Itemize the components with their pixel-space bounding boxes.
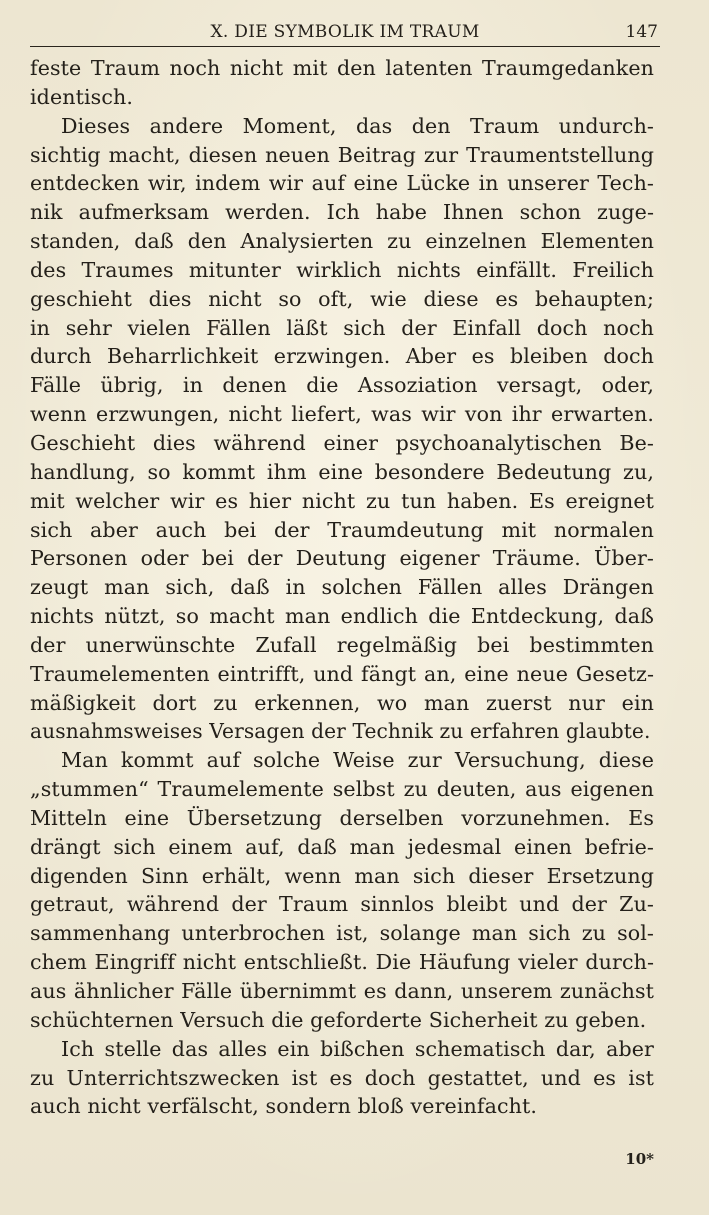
text-line: handlung, so kommt ihm eine besondere Bedeutung zu, <box>30 459 654 484</box>
text-line: Geschieht dies während einer psychoanalytischen Be- <box>30 430 654 455</box>
text-line: Man kommt auf solche Weise zur Versuchung, diese <box>61 748 654 773</box>
text-line: schüchternen Versuch die geforderte Sicherheit zu geben. <box>30 1007 647 1032</box>
body-text <box>30 54 654 1121</box>
text-line: sammenhang unterbrochen ist, solange man sich zu sol- <box>30 921 654 946</box>
text-line: aus ähnlicher Fälle übernimmt es dann, unserem zunächst <box>30 979 654 1003</box>
text-line: entdecken wir, indem wir auf eine Lücke in unserer Tech- <box>30 171 654 196</box>
text-line: chem Eingriff nicht entschließt. Die Häufung vieler durch- <box>30 950 654 975</box>
text-line: in sehr vielen Fällen läßt sich der Einfall doch noch <box>30 315 654 340</box>
text-line: Dieses andere Moment, das den Traum undurch- <box>61 113 654 138</box>
running-title: X. DIE SYMBOLIK IM TRAUM <box>210 22 480 42</box>
running-head <box>30 20 660 46</box>
text-line: drängt sich einem auf, daß man jedesmal einen befrie- <box>30 834 654 859</box>
text-line: zu Unterrichtszwecken ist es doch gestattet, und es ist <box>30 1065 654 1090</box>
text-line: zeugt man sich, daß in solchen Fällen alles Drängen <box>30 575 654 600</box>
text-line: mit welcher wir es hier nicht zu tun haben. Es ereignet <box>30 488 654 513</box>
text-line: identisch. <box>30 84 133 109</box>
text-line: sichtig macht, diesen neuen Beitrag zur Traumentstellung <box>30 142 654 167</box>
text-line: Personen oder bei der Deutung eigener Träume. Über- <box>30 546 654 571</box>
header-rule <box>30 46 660 47</box>
text-line: mäßigkeit dort zu erkennen, wo man zuerst nur ein <box>30 690 654 715</box>
page-number: 147 <box>625 22 658 42</box>
text-line: digenden Sinn erhält, wenn man sich dieser Ersetzung <box>30 863 654 888</box>
text-line: wenn erzwungen, nicht liefert, was wir von ihr erwarten. <box>30 402 654 427</box>
text-line: Fälle übrig, in denen die Assoziation versagt, oder, <box>30 373 654 398</box>
text-line: geschieht dies nicht so oft, wie diese es behaupten; <box>30 286 654 311</box>
text-line: der unerwünschte Zufall regelmäßig bei bestimmten <box>30 632 654 657</box>
text-line: sich aber auch bei der Traumdeutung mit normalen <box>30 517 654 542</box>
text-line: standen, daß den Analysierten zu einzelnen Elementen <box>30 229 654 254</box>
text-line: ausnahmsweises Versagen der Technik zu erfahren glaubte. <box>30 719 651 744</box>
signature-mark: 10* <box>625 1150 654 1168</box>
text-line: durch Beharrlichkeit erzwingen. Aber es bleiben doch <box>30 344 654 369</box>
text-line: nik aufmerksam werden. Ich habe Ihnen schon zuge- <box>30 200 654 225</box>
text-line: Ich stelle das alles ein bißchen schematisch dar, aber <box>61 1036 654 1061</box>
text-line: feste Traum noch nicht mit den latenten Traumgedanken <box>30 56 654 80</box>
text-line: getraut, während der Traum sinnlos bleibt und der Zu- <box>30 892 654 917</box>
text-line: des Traumes mitunter wirklich nichts einfällt. Freilich <box>30 257 654 282</box>
text-line: „stummen“ Traumelemente selbst zu deuten, aus eigenen <box>30 777 654 802</box>
text-line: Traumelementen eintrifft, und fängt an, eine neue Gesetz- <box>30 661 654 686</box>
text-line: Mitteln eine Übersetzung derselben vorzunehmen. Es <box>30 805 654 830</box>
text-line: nichts nützt, so macht man endlich die Entdeckung, daß <box>30 604 654 629</box>
text-line: auch nicht verfälscht, sondern bloß vereinfacht. <box>30 1094 537 1119</box>
